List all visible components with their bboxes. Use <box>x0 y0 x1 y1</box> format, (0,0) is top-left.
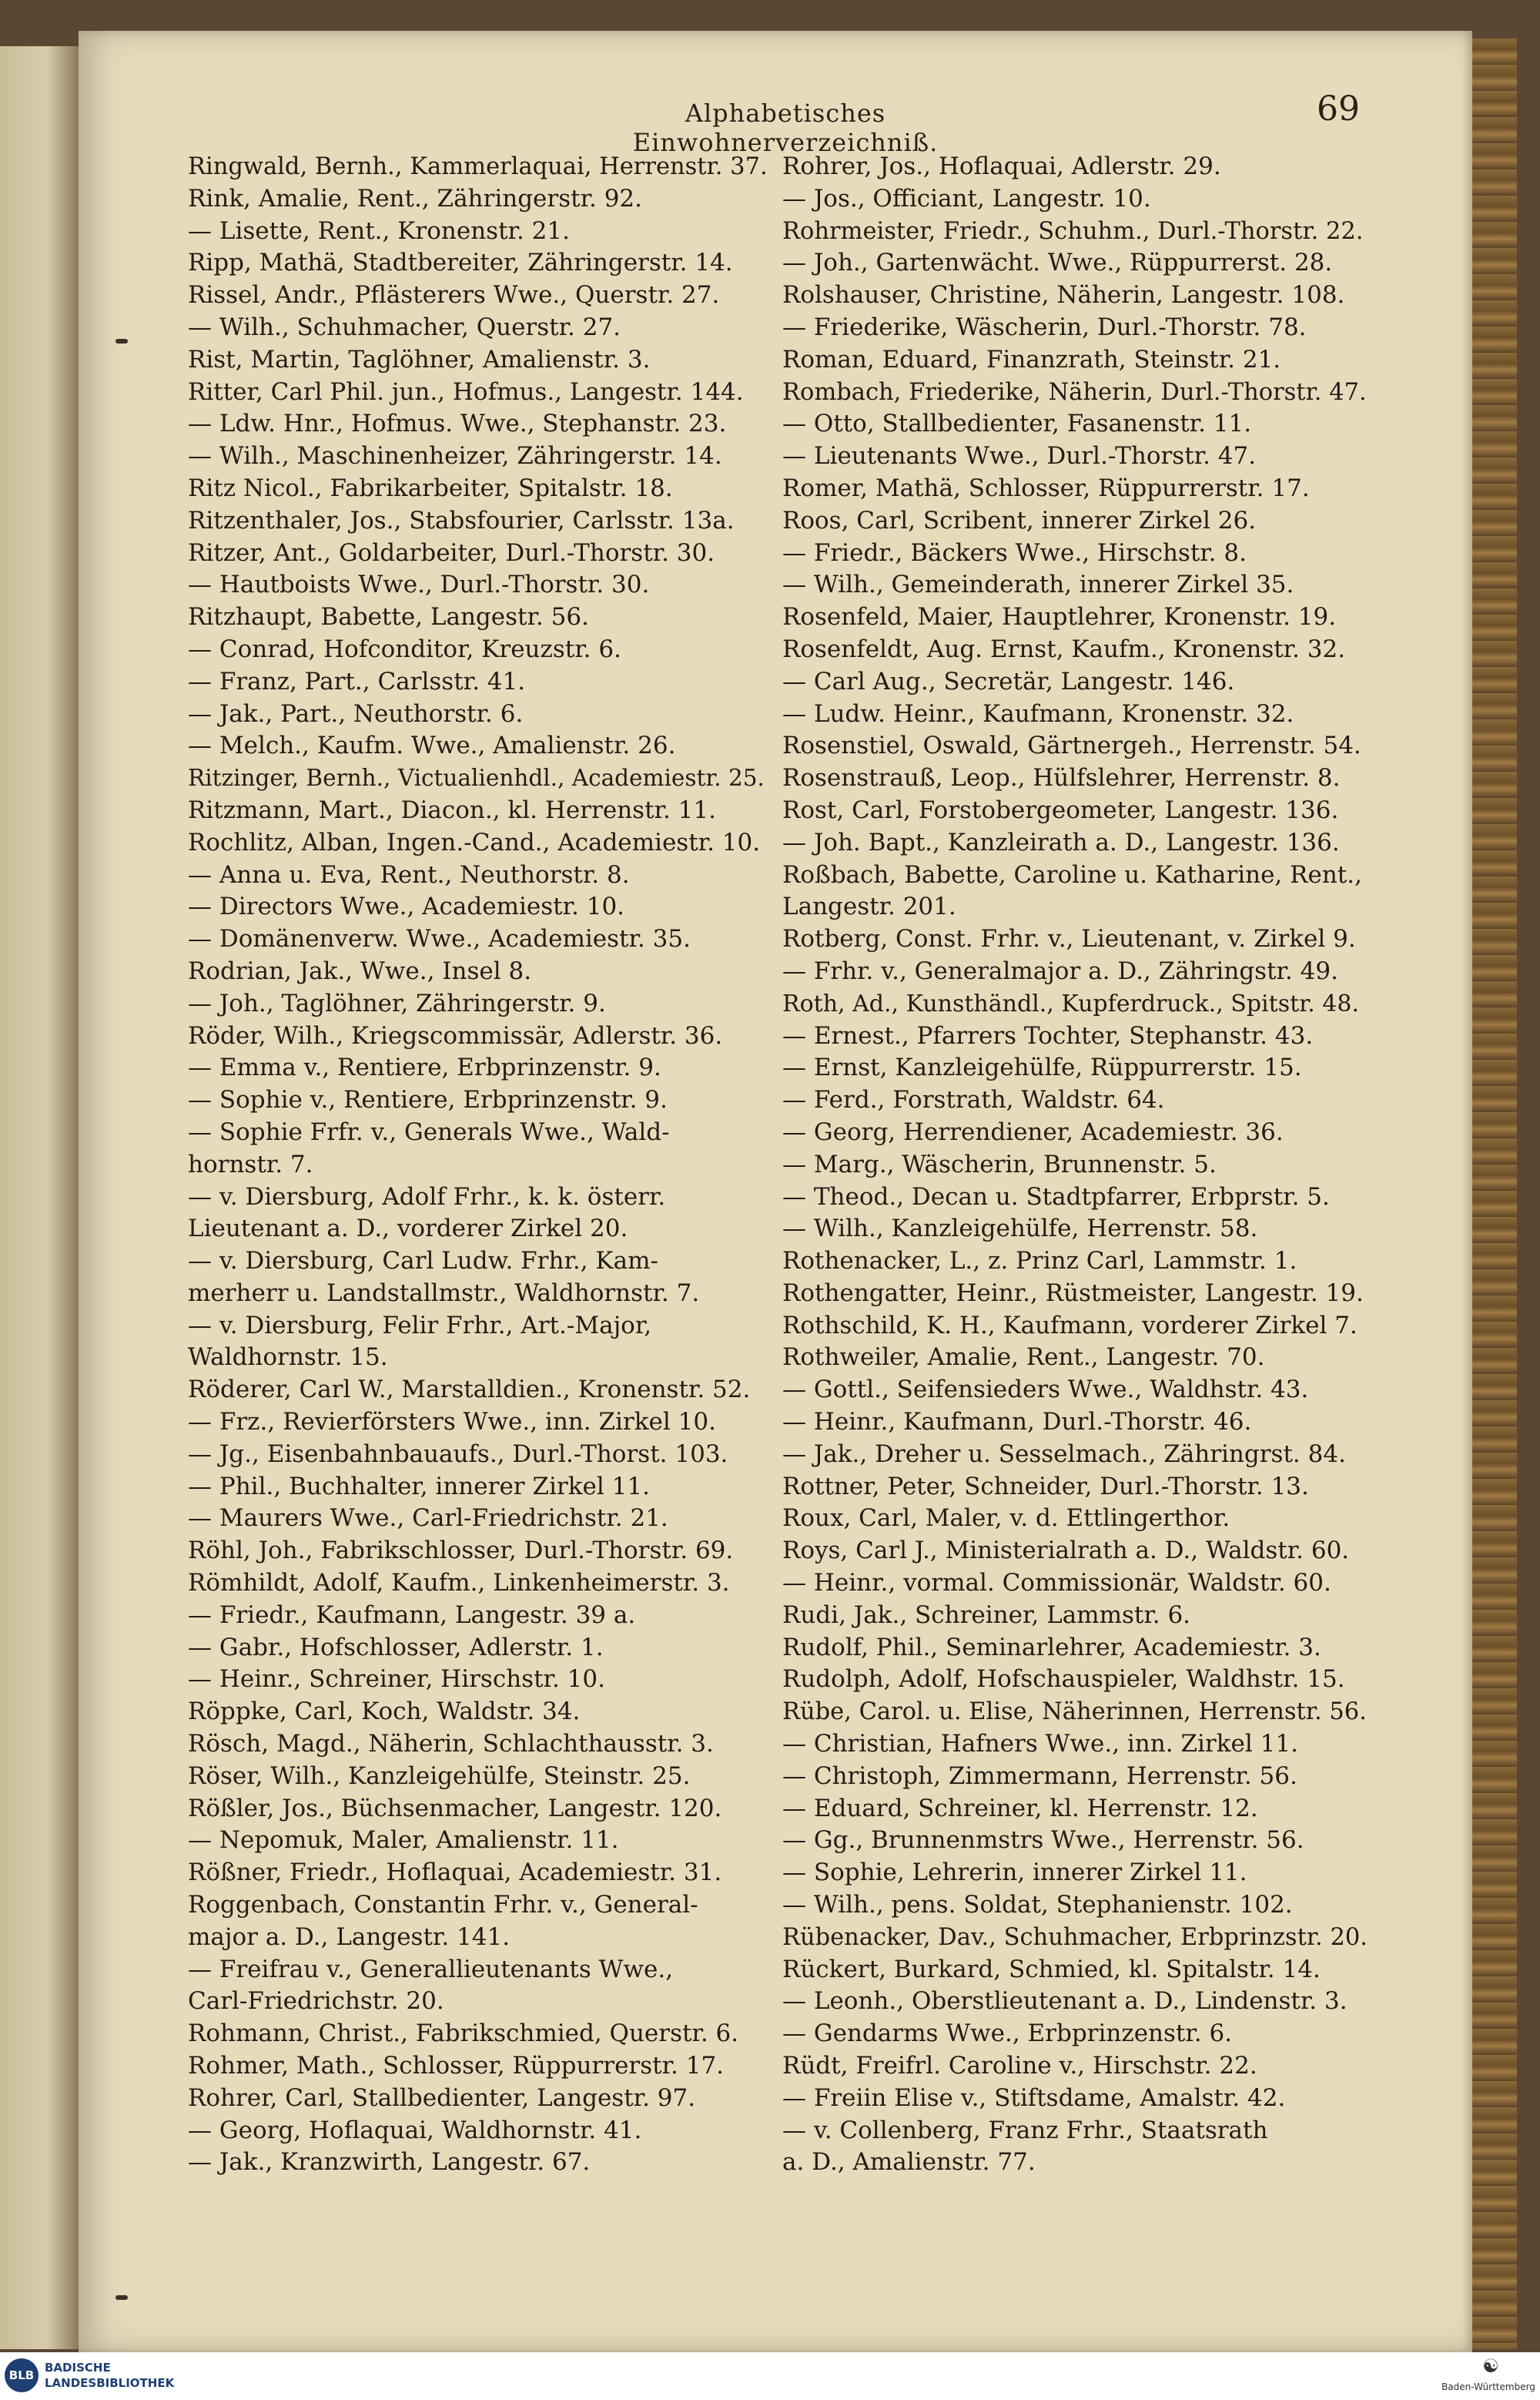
directory-entry: — Lisette, Rent., Kronenstr. 21. <box>188 216 570 245</box>
directory-entry: Rösch, Magd., Näherin, Schlachthausstr. 3. <box>188 1730 714 1758</box>
directory-entry: — Joh., Taglöhner, Zähringerstr. 9. <box>188 989 606 1017</box>
directory-entry: — Lieutenants Wwe., Durl.-Thorstr. 47. <box>782 442 1257 471</box>
directory-entry: — Gendarms Wwe., Erbprinzenstr. 6. <box>782 2020 1233 2048</box>
directory-entry: Rößler, Jos., Büchsenmacher, Langestr. 120. <box>188 1794 722 1822</box>
directory-entry: Ritzinger, Bernh., Victualienhdl., Academiestr. 25. <box>188 765 765 792</box>
directory-entry: Rohrer, Carl, Stallbedienter, Langestr. 97. <box>188 2083 696 2112</box>
directory-entry: Röhl, Joh., Fabrikschlosser, Durl.-Thorstr. 69. <box>188 1537 734 1565</box>
directory-entry: Lieutenant a. D., vorderer Zirkel 20. <box>188 1215 628 1243</box>
directory-entry: Rohrer, Jos., Hoflaquai, Adlerstr. 29. <box>782 153 1221 180</box>
directory-entry: Rüdt, Freifrl. Caroline v., Hirschstr. 22. <box>782 2052 1257 2080</box>
directory-entry: — Joh., Gartenwächt. Wwe., Rüppurrerst. 28. <box>782 249 1333 277</box>
directory-entry: Carl-Friedrichstr. 20. <box>188 1987 444 2016</box>
directory-entry: — Wilh., Schuhmacher, Querstr. 27. <box>188 313 621 341</box>
directory-entry: Rohmer, Math., Schlosser, Rüppurrerstr. 17. <box>188 2052 725 2080</box>
directory-entry: — Phil., Buchhalter, innerer Zirkel 11. <box>188 1472 650 1500</box>
directory-entry: Ringwald, Bernh., Kammerlaquai, Herrenstr. 37. <box>188 153 768 180</box>
directory-entry: Rink, Amalie, Rent., Zähringerstr. 92. <box>188 184 643 213</box>
directory-entry: — Wilh., pens. Soldat, Stephanienstr. 102. <box>782 1891 1293 1919</box>
directory-entry: Roys, Carl J., Ministerialrath a. D., Waldstr. 60. <box>782 1537 1350 1565</box>
directory-entry: — Frhr. v., Generalmajor a. D., Zähringstr. 49. <box>782 957 1338 985</box>
directory-entry: Rößner, Friedr., Hoflaquai, Academiestr. 31. <box>188 1859 722 1887</box>
directory-entry: — v. Diersburg, Felir Frhr., Art.-Major, <box>188 1311 652 1339</box>
directory-entry: — Heinr., Kaufmann, Durl.-Thorstr. 46. <box>782 1408 1252 1436</box>
directory-entry: — Ludw. Heinr., Kaufmann, Kronenstr. 32. <box>782 699 1294 728</box>
footer-bar <box>0 2352 1540 2400</box>
directory-entry: — Wilh., Kanzleigehülfe, Herrenstr. 58. <box>782 1215 1258 1243</box>
directory-entry: — Christoph, Zimmermann, Herrenstr. 56. <box>782 1761 1297 1790</box>
book-cover-edge <box>1472 39 1517 2349</box>
directory-entry: Rosenfeld, Maier, Hauptlehrer, Kronenstr. 19. <box>782 603 1337 632</box>
directory-entry: — Hautboists Wwe., Durl.-Thorstr. 30. <box>188 571 650 599</box>
directory-entry: — Gabr., Hofschlosser, Adlerstr. 1. <box>188 1633 604 1661</box>
directory-entry: — Directors Wwe., Academiestr. 10. <box>188 893 625 921</box>
directory-entry: Rodrian, Jak., Wwe., Insel 8. <box>188 957 532 985</box>
state-name: Baden-Württemberg <box>1441 2382 1535 2392</box>
directory-entry: Romer, Mathä, Schlosser, Rüppurrerstr. 17. <box>782 474 1310 502</box>
directory-entry: — Domänenverw. Wwe., Academiestr. 35. <box>188 925 691 954</box>
directory-entry: Röppke, Carl, Koch, Waldstr. 34. <box>188 1698 581 1726</box>
left-page-edge <box>0 46 79 2349</box>
directory-entry: Röser, Wilh., Kanzleigehülfe, Steinstr. 25. <box>188 1761 691 1790</box>
state-crest-icon: ☯ <box>1482 2355 1499 2377</box>
directory-entry: Ritter, Carl Phil. jun., Hofmus., Langestr. 144. <box>188 377 744 406</box>
directory-entry: — Leonh., Oberstlieutenant a. D., Lindenstr. 3. <box>782 1987 1348 2016</box>
directory-entry: — Freiin Elise v., Stiftsdame, Amalstr. 42. <box>782 2083 1286 2112</box>
directory-entry: — Joh. Bapt., Kanzleirath a. D., Langestr. 136. <box>782 828 1340 856</box>
directory-entry: Ritzenthaler, Jos., Stabsfourier, Carlsstr. 13a. <box>188 506 735 535</box>
directory-entry: Rudolph, Adolf, Hofschauspieler, Waldhstr. 15. <box>782 1665 1345 1694</box>
directory-entry: — Georg, Herrendiener, Academiestr. 36. <box>782 1118 1284 1146</box>
directory-entry: — Wilh., Maschinenheizer, Zähringerstr. 14. <box>188 442 722 471</box>
directory-entry: — Ernest., Pfarrers Tochter, Stephanstr. 43. <box>782 1021 1314 1050</box>
directory-entry: — Freifrau v., Generallieutenants Wwe., <box>188 1955 674 1983</box>
directory-entry: — Friedr., Kaufmann, Langestr. 39 a. <box>188 1601 636 1629</box>
directory-entry: Roßbach, Babette, Caroline u. Katharine, Rent., <box>782 860 1362 889</box>
directory-entry: — Friedr., Bäckers Wwe., Hirschstr. 8. <box>782 538 1247 567</box>
directory-entry: Roux, Carl, Maler, v. d. Ettlingerthor. <box>782 1504 1230 1533</box>
directory-entry: — Jak., Kranzwirth, Langestr. 67. <box>188 2148 591 2177</box>
directory-entry: — Otto, Stallbedienter, Fasanenstr. 11. <box>782 410 1252 438</box>
directory-entry: Rost, Carl, Forstobergeometer, Langestr. 136. <box>782 796 1339 824</box>
directory-entry: — Christian, Hafners Wwe., inn. Zirkel 11. <box>782 1730 1298 1758</box>
directory-entry: Rohrmeister, Friedr., Schuhm., Durl.-Thorstr. 22. <box>782 217 1364 245</box>
directory-entry: — Jg., Eisenbahnbauaufs., Durl.-Thorst. 103. <box>188 1440 728 1468</box>
page-number: 69 <box>1317 89 1360 129</box>
directory-entry: Rückert, Burkard, Schmied, kl. Spitalstr. 14. <box>782 1955 1321 1983</box>
binding-mark <box>116 339 128 344</box>
directory-entry: — Theod., Decan u. Stadtpfarrer, Erbprstr. 5. <box>782 1182 1330 1211</box>
directory-entry: — Nepomuk, Maler, Amalienstr. 11. <box>188 1826 619 1855</box>
directory-entry: — Heinr., Schreiner, Hirschstr. 10. <box>188 1665 605 1694</box>
directory-entry: — Wilh., Gemeinderath, innerer Zirkel 35. <box>782 571 1294 599</box>
directory-entry: — Gg., Brunnenmstrs Wwe., Herrenstr. 56. <box>782 1826 1304 1855</box>
directory-entry: Röder, Wilh., Kriegscommissär, Adlerstr. 36. <box>188 1021 723 1050</box>
binding-mark <box>116 2295 128 2300</box>
directory-entry: Rosenstiel, Oswald, Gärtnergeh., Herrenstr. 54. <box>782 732 1361 760</box>
directory-entry: Rottner, Peter, Schneider, Durl.-Thorstr. 13. <box>782 1472 1309 1500</box>
directory-entry: merherr u. Landstallmstr., Waldhornstr. 7. <box>188 1279 700 1307</box>
directory-entry: Rudolf, Phil., Seminarlehrer, Academiestr. 3. <box>782 1633 1321 1661</box>
directory-entry: Rohmann, Christ., Fabrikschmied, Querstr. 6. <box>188 2020 739 2048</box>
directory-entry: Rudi, Jak., Schreiner, Lammstr. 6. <box>782 1601 1191 1629</box>
directory-entry: major a. D., Langestr. 141. <box>188 1922 511 1951</box>
running-header: Alphabetisches Einwohnerverzeichniß. <box>632 99 939 157</box>
directory-entry: — Emma v., Rentiere, Erbprinzenstr. 9. <box>188 1054 661 1082</box>
directory-entry: Rombach, Friederike, Näherin, Durl.-Thorstr. 47. <box>782 378 1367 406</box>
directory-entry: — Ldw. Hnr., Hofmus. Wwe., Stephanstr. 23. <box>188 410 727 438</box>
directory-entry: Rübe, Carol. u. Elise, Näherinnen, Herrenstr. 56. <box>782 1698 1367 1726</box>
directory-entry: Rothengatter, Heinr., Rüstmeister, Langestr. 19. <box>782 1279 1364 1307</box>
directory-entry: — Marg., Wäscherin, Brunnenstr. 5. <box>782 1150 1217 1178</box>
library-name <box>45 2360 174 2391</box>
directory-entry: Rothenacker, L., z. Prinz Carl, Lammstr. 1. <box>782 1247 1297 1275</box>
directory-entry: Roth, Ad., Kunsthändl., Kupferdruck., Spitstr. 48. <box>782 990 1359 1017</box>
directory-entry: — Franz, Part., Carlsstr. 41. <box>188 667 526 696</box>
directory-entry: — Melch., Kaufm. Wwe., Amalienstr. 26. <box>188 732 676 760</box>
directory-entry: — Sophie, Lehrerin, innerer Zirkel 11. <box>782 1859 1247 1887</box>
directory-entry: Rothschild, K. H., Kaufmann, vorderer Zirkel 7. <box>782 1311 1358 1339</box>
directory-entry: hornstr. 7. <box>188 1150 313 1178</box>
directory-entry: Rochlitz, Alban, Ingen.-Cand., Academiestr. 10. <box>188 828 761 856</box>
left-column <box>188 151 773 2179</box>
directory-entry: — Jos., Officiant, Langestr. 10. <box>782 184 1151 213</box>
directory-entry: — Carl Aug., Secretär, Langestr. 146. <box>782 667 1235 696</box>
directory-entry: Ripp, Mathä, Stadtbereiter, Zähringerstr. 14. <box>188 249 733 277</box>
directory-entry: Römhildt, Adolf, Kaufm., Linkenheimerstr. 3. <box>188 1569 730 1597</box>
directory-entry: Roos, Carl, Scribent, innerer Zirkel 26. <box>782 506 1257 535</box>
directory-entry: Langestr. 201. <box>782 893 956 921</box>
directory-entry: — Ernst, Kanzleigehülfe, Rüppurrerstr. 15. <box>782 1054 1302 1082</box>
directory-entry: Rist, Martin, Taglöhner, Amalienstr. 3. <box>188 345 651 374</box>
directory-entry: — v. Collenberg, Franz Frhr., Staatsrath <box>782 2116 1268 2144</box>
directory-entry: Ritzhaupt, Babette, Langestr. 56. <box>188 603 589 632</box>
directory-entry: — Frz., Revierförsters Wwe., inn. Zirkel 10. <box>188 1408 716 1436</box>
directory-entry: Roman, Eduard, Finanzrath, Steinstr. 21. <box>782 345 1281 374</box>
directory-entry: Rübenacker, Dav., Schuhmacher, Erbprinzstr. 20. <box>782 1923 1368 1951</box>
directory-entry: — Georg, Hoflaquai, Waldhornstr. 41. <box>188 2116 642 2144</box>
library-name-line2: LANDESBIBLIOTHEK <box>45 2376 175 2390</box>
directory-entry: — Ferd., Forstrath, Waldstr. 64. <box>782 1086 1165 1115</box>
directory-entry: — Eduard, Schreiner, kl. Herrenstr. 12. <box>782 1794 1258 1822</box>
directory-entry: — Friederike, Wäscherin, Durl.-Thorstr. 78. <box>782 313 1307 341</box>
directory-entry: — v. Diersburg, Carl Ludw. Frhr., Kam- <box>188 1247 658 1275</box>
directory-entry: — Sophie Frfr. v., Generals Wwe., Wald- <box>188 1118 670 1146</box>
directory-entry: — Maurers Wwe., Carl-Friedrichstr. 21. <box>188 1504 668 1533</box>
directory-entry: — Sophie v., Rentiere, Erbprinzenstr. 9. <box>188 1086 668 1115</box>
directory-entry: — Heinr., vormal. Commissionär, Waldstr. 60. <box>782 1569 1331 1597</box>
directory-entry: Rosenstrauß, Leop., Hülfslehrer, Herrenstr. 8. <box>782 764 1341 793</box>
directory-entry: Roggenbach, Constantin Frhr. v., General- <box>188 1891 698 1919</box>
directory-entry: — Jak., Part., Neuthorstr. 6. <box>188 699 524 728</box>
directory-entry: Rolshauser, Christine, Näherin, Langestr. 108. <box>782 281 1345 310</box>
directory-entry: Ritzmann, Mart., Diacon., kl. Herrenstr. 11. <box>188 796 716 824</box>
library-name-line1: BADISCHE <box>45 2361 111 2375</box>
right-column <box>782 151 1368 2179</box>
directory-entry: — Conrad, Hofconditor, Kreuzstr. 6. <box>188 635 621 663</box>
directory-entry: Rotberg, Const. Frhr. v., Lieutenant, v. Zirkel 9. <box>782 925 1356 954</box>
directory-entry: — Gottl., Seifensieders Wwe., Waldhstr. 43. <box>782 1376 1309 1404</box>
directory-entry: Röderer, Carl W., Marstalldien., Kronenstr. 52. <box>188 1376 751 1404</box>
directory-entry: — Anna u. Eva, Rent., Neuthorstr. 8. <box>188 860 630 889</box>
directory-entry: Rissel, Andr., Pflästerers Wwe., Querstr. 27. <box>188 281 720 310</box>
directory-entry: — v. Diersburg, Adolf Frhr., k. k. österr. <box>188 1182 666 1211</box>
directory-entry: Waldhornstr. 15. <box>188 1343 388 1372</box>
directory-entry: Rosenfeldt, Aug. Ernst, Kaufm., Kronenstr. 32. <box>782 635 1346 663</box>
directory-entry: Ritz Nicol., Fabrikarbeiter, Spitalstr. 18. <box>188 474 673 502</box>
directory-entry: — Jak., Dreher u. Sesselmach., Zähringrst. 84. <box>782 1440 1346 1468</box>
directory-entry: Ritzer, Ant., Goldarbeiter, Durl.-Thorstr. 30. <box>188 538 715 567</box>
directory-entry: Rothweiler, Amalie, Rent., Langestr. 70. <box>782 1343 1265 1372</box>
blb-logo-icon[interactable]: BLB <box>5 2358 38 2392</box>
directory-entry: a. D., Amalienstr. 77. <box>782 2148 1036 2177</box>
